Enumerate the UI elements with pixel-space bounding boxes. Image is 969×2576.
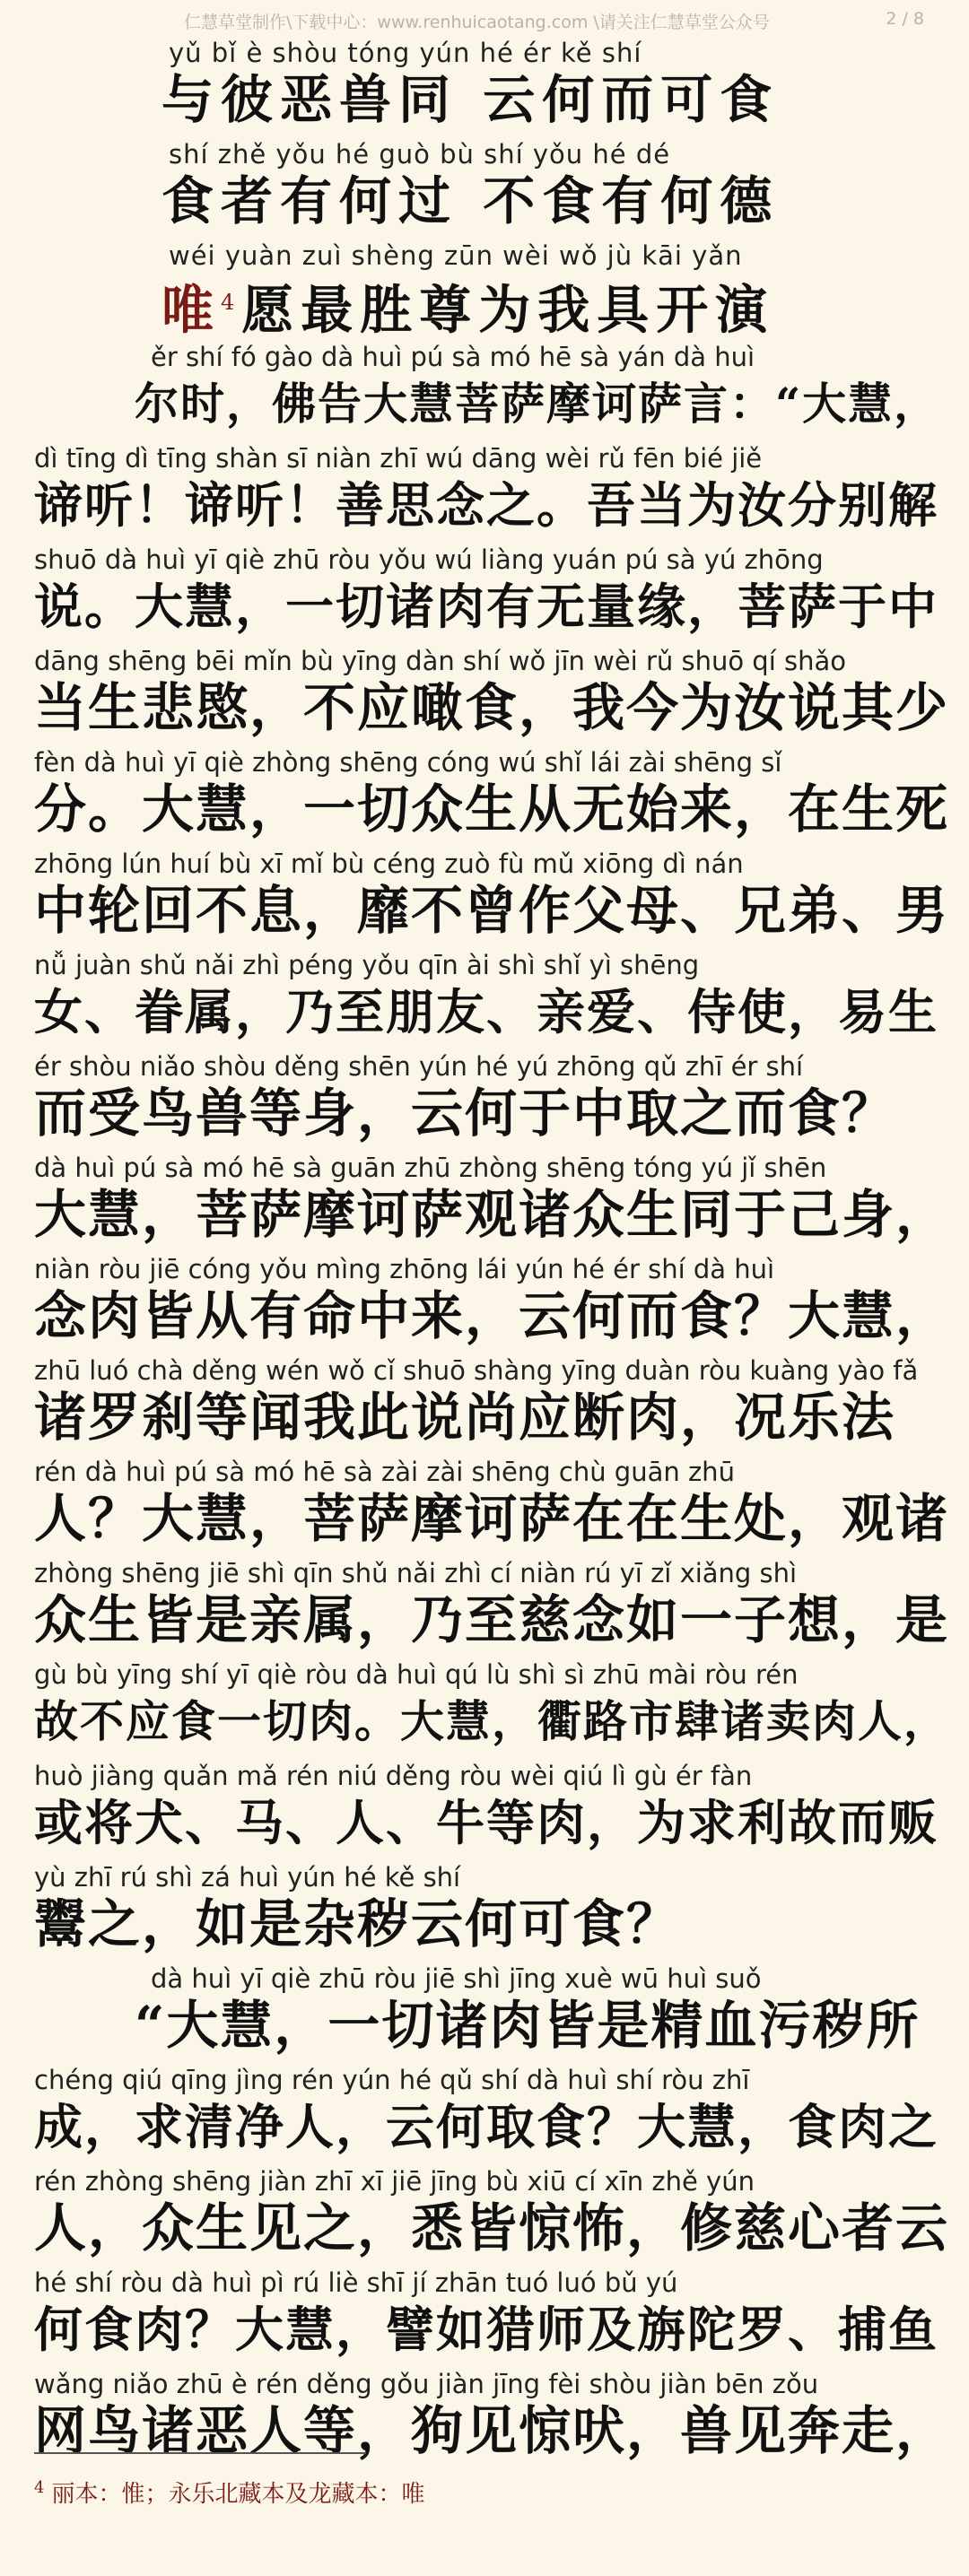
text-line <box>0 2058 969 2159</box>
hanzi-line: 而受鸟兽等身，云何于中取之而食？ <box>34 1083 896 1144</box>
hanzi-line: 或将犬、马、人、牛等肉，为求利故而贩 <box>34 1794 938 1851</box>
hanzi-line: 众生皆是亲属，乃至慈念如一子想，是 <box>34 1589 950 1650</box>
hanzi-line: 网鸟诸恶人等，狗见惊吠，兽见奔走， <box>34 2400 950 2461</box>
text-line <box>0 1551 969 1652</box>
pinyin-line: chéng qiú qīng jìng rén yún hé qǔ shí dà huì shí ròu zhī <box>34 2065 750 2095</box>
header-title: 仁慧草堂制作\下载中心：www.renhuicaotang.com \请关注仁慧草堂公众号 <box>184 13 770 32</box>
footnote <box>34 2476 424 2509</box>
text-line <box>0 639 969 740</box>
text-line <box>0 1855 969 1956</box>
text-line <box>0 335 969 436</box>
text-line <box>0 1348 969 1449</box>
text-line <box>0 1956 969 2058</box>
pinyin-line: dì tīng dì tīng shàn sī niàn zhī wú dāng wèi rǔ fēn bié jiě <box>34 443 763 474</box>
hanzi-line: 尔时，佛告大慧菩萨摩诃萨言：“大慧， <box>135 378 940 430</box>
hanzi-line: 说。大慧，一切诸肉有无量缘，菩萨于中 <box>34 578 938 635</box>
hanzi-line: 诸罗刹等闻我此说尚应断肉，况乐法 <box>34 1387 896 1448</box>
hanzi-line: 大慧，菩萨摩诃萨观诸众生同于己身， <box>34 1184 950 1245</box>
hanzi-line <box>162 271 775 341</box>
text-line <box>0 436 969 537</box>
text-line <box>0 1449 969 1551</box>
hanzi-line: 当生悲愍，不应噉食，我今为汝说其少 <box>34 677 950 738</box>
pinyin-line: ér shòu niǎo shòu děng shēn yún hé yú zhōng qǔ zhī ér shí <box>34 1051 804 1082</box>
pinyin-line: yǔ bǐ è shòu tóng yún hé ér kě shí <box>169 38 642 68</box>
pinyin-line: rén zhòng shēng jiàn zhī xī jiē jīng bù xiū cí xīn zhě yún <box>34 2166 755 2197</box>
pinyin-line: niàn ròu jiē cóng yǒu mìng zhōng lái yún hé ér shí dà huì <box>34 1254 775 1284</box>
pinyin-line: wǎng niǎo zhū è rén děng gǒu jiàn jīng fèi shòu jiàn bēn zǒu <box>34 2369 819 2399</box>
hanzi-line: 中轮回不息，靡不曾作父母、兄弟、男 <box>34 880 950 941</box>
pinyin-line: shuō dà huì yī qiè zhū ròu yǒu wú liàng yuán pú sà yú zhōng <box>34 544 824 575</box>
hanzi-line: 人，众生见之，悉皆惊怖，修慈心者云 <box>34 2197 950 2258</box>
footnote-number: 4 <box>34 2478 45 2498</box>
pinyin-line: shí zhě yǒu hé guò bù shí yǒu hé dé <box>169 139 671 170</box>
hanzi-line: 分。大慧，一切众生从无始来，在生死 <box>34 779 950 840</box>
pinyin-line: zhòng shēng jiē shì qīn shǔ nǎi zhì cí niàn rú yī zǐ xiǎng shì <box>34 1558 798 1588</box>
pinyin-line: yù zhī rú shì zá huì yún hé kě shí <box>34 1862 461 1893</box>
text-line <box>0 1247 969 1348</box>
pinyin-line: dà huì pú sà mó hē sà guān zhū zhòng shēng tóng yú jǐ shēn <box>34 1153 827 1183</box>
hanzi-line: 念肉皆从有命中来，云何而食？大慧， <box>34 1285 950 1346</box>
text-line <box>0 740 969 841</box>
text-line <box>0 537 969 639</box>
pinyin-line: zhōng lún huí bù xī mǐ bù céng zuò fù mǔ xiōng dì nán <box>34 849 744 879</box>
page-number: 2 / 8 <box>886 9 924 29</box>
pinyin-line: ěr shí fó gào dà huì pú sà mó hē sà yán dà huì <box>151 342 755 372</box>
text-line <box>0 30 969 132</box>
pinyin-line: zhū luó chà děng wén wǒ cǐ shuō shàng yīng duàn ròu kuàng yào fǎ <box>34 1355 919 1386</box>
text-line <box>0 2159 969 2260</box>
hanzi-line: 人？大慧，菩萨摩诃萨在在生处，观诸 <box>34 1488 950 1549</box>
text-line <box>0 132 969 233</box>
pinyin-line: fèn dà huì yī qiè zhòng shēng cóng wú shǐ lái zài shēng sǐ <box>34 747 782 778</box>
hanzi-line: 故不应食一切肉。大慧，衢路市肆诸卖肉人， <box>34 1695 950 1747</box>
footnote-divider <box>34 2452 366 2454</box>
pinyin-line: dāng shēng bēi mǐn bù yīng dàn shí wǒ jīn wèi rǔ shuō qí shǎo <box>34 646 846 676</box>
text-line <box>0 1754 969 1855</box>
hanzi-line: 食者有何过 不食有何德 <box>162 170 780 231</box>
pinyin-line: hé shí ròu dà huì pì rú liè shī jí zhān tuó luó bǔ yú <box>34 2267 678 2298</box>
hanzi-text: 愿最胜尊为我具开演 <box>241 279 775 341</box>
pinyin-line: huò jiàng quǎn mǎ rén niú děng ròu wèi qiú lì gù ér fàn <box>34 1761 753 1791</box>
pinyin-line: dà huì yī qiè zhū ròu jiē shì jīng xuè wū huì suǒ <box>151 1963 762 1994</box>
variant-character: 唯 <box>162 279 222 341</box>
hanzi-line: 鬻之，如是杂秽云何可食？ <box>34 1893 681 1954</box>
text-line <box>0 2362 969 2463</box>
pinyin-line: wéi yuàn zuì shèng zūn wèi wǒ jù kāi yǎn <box>169 240 743 271</box>
text-line <box>0 943 969 1044</box>
pinyin-line: gù bù yīng shí yī qiè ròu dà huì qú lù shì sì zhū mài ròu rén <box>34 1659 799 1690</box>
hanzi-line: 女、眷属，乃至朋友、亲爱、侍使，易生 <box>34 983 938 1040</box>
text-line <box>0 1145 969 1247</box>
text-line <box>0 841 969 943</box>
text-line <box>0 1044 969 1145</box>
hanzi-line: “大慧，一切诸肉皆是精血污秽所 <box>135 1995 921 2056</box>
hanzi-line: 与彼恶兽同 云何而可食 <box>162 69 780 130</box>
text-line <box>0 2260 969 2362</box>
hanzi-line: 何食肉？大慧，譬如猎师及旃陀罗、捕鱼 <box>34 2301 938 2358</box>
hanzi-line: 谛听！谛听！善思念之。吾当为汝分别解 <box>34 476 938 534</box>
text-line <box>0 233 969 341</box>
text-line <box>0 1652 969 1754</box>
pinyin-line: nǚ juàn shǔ nǎi zhì péng yǒu qīn ài shì shǐ yì shēng <box>34 950 700 980</box>
footnote-text: 丽本：惟；永乐北藏本及龙藏本：唯 <box>51 2481 425 2508</box>
pinyin-line: rén dà huì pú sà mó hē sà zài zài shēng chù guān zhū <box>34 1457 735 1487</box>
hanzi-line: 成，求清净人，云何取食？大慧，食肉之 <box>34 2098 938 2155</box>
scripture-body <box>0 30 969 2463</box>
footnote-marker[interactable]: 4 <box>221 290 242 315</box>
